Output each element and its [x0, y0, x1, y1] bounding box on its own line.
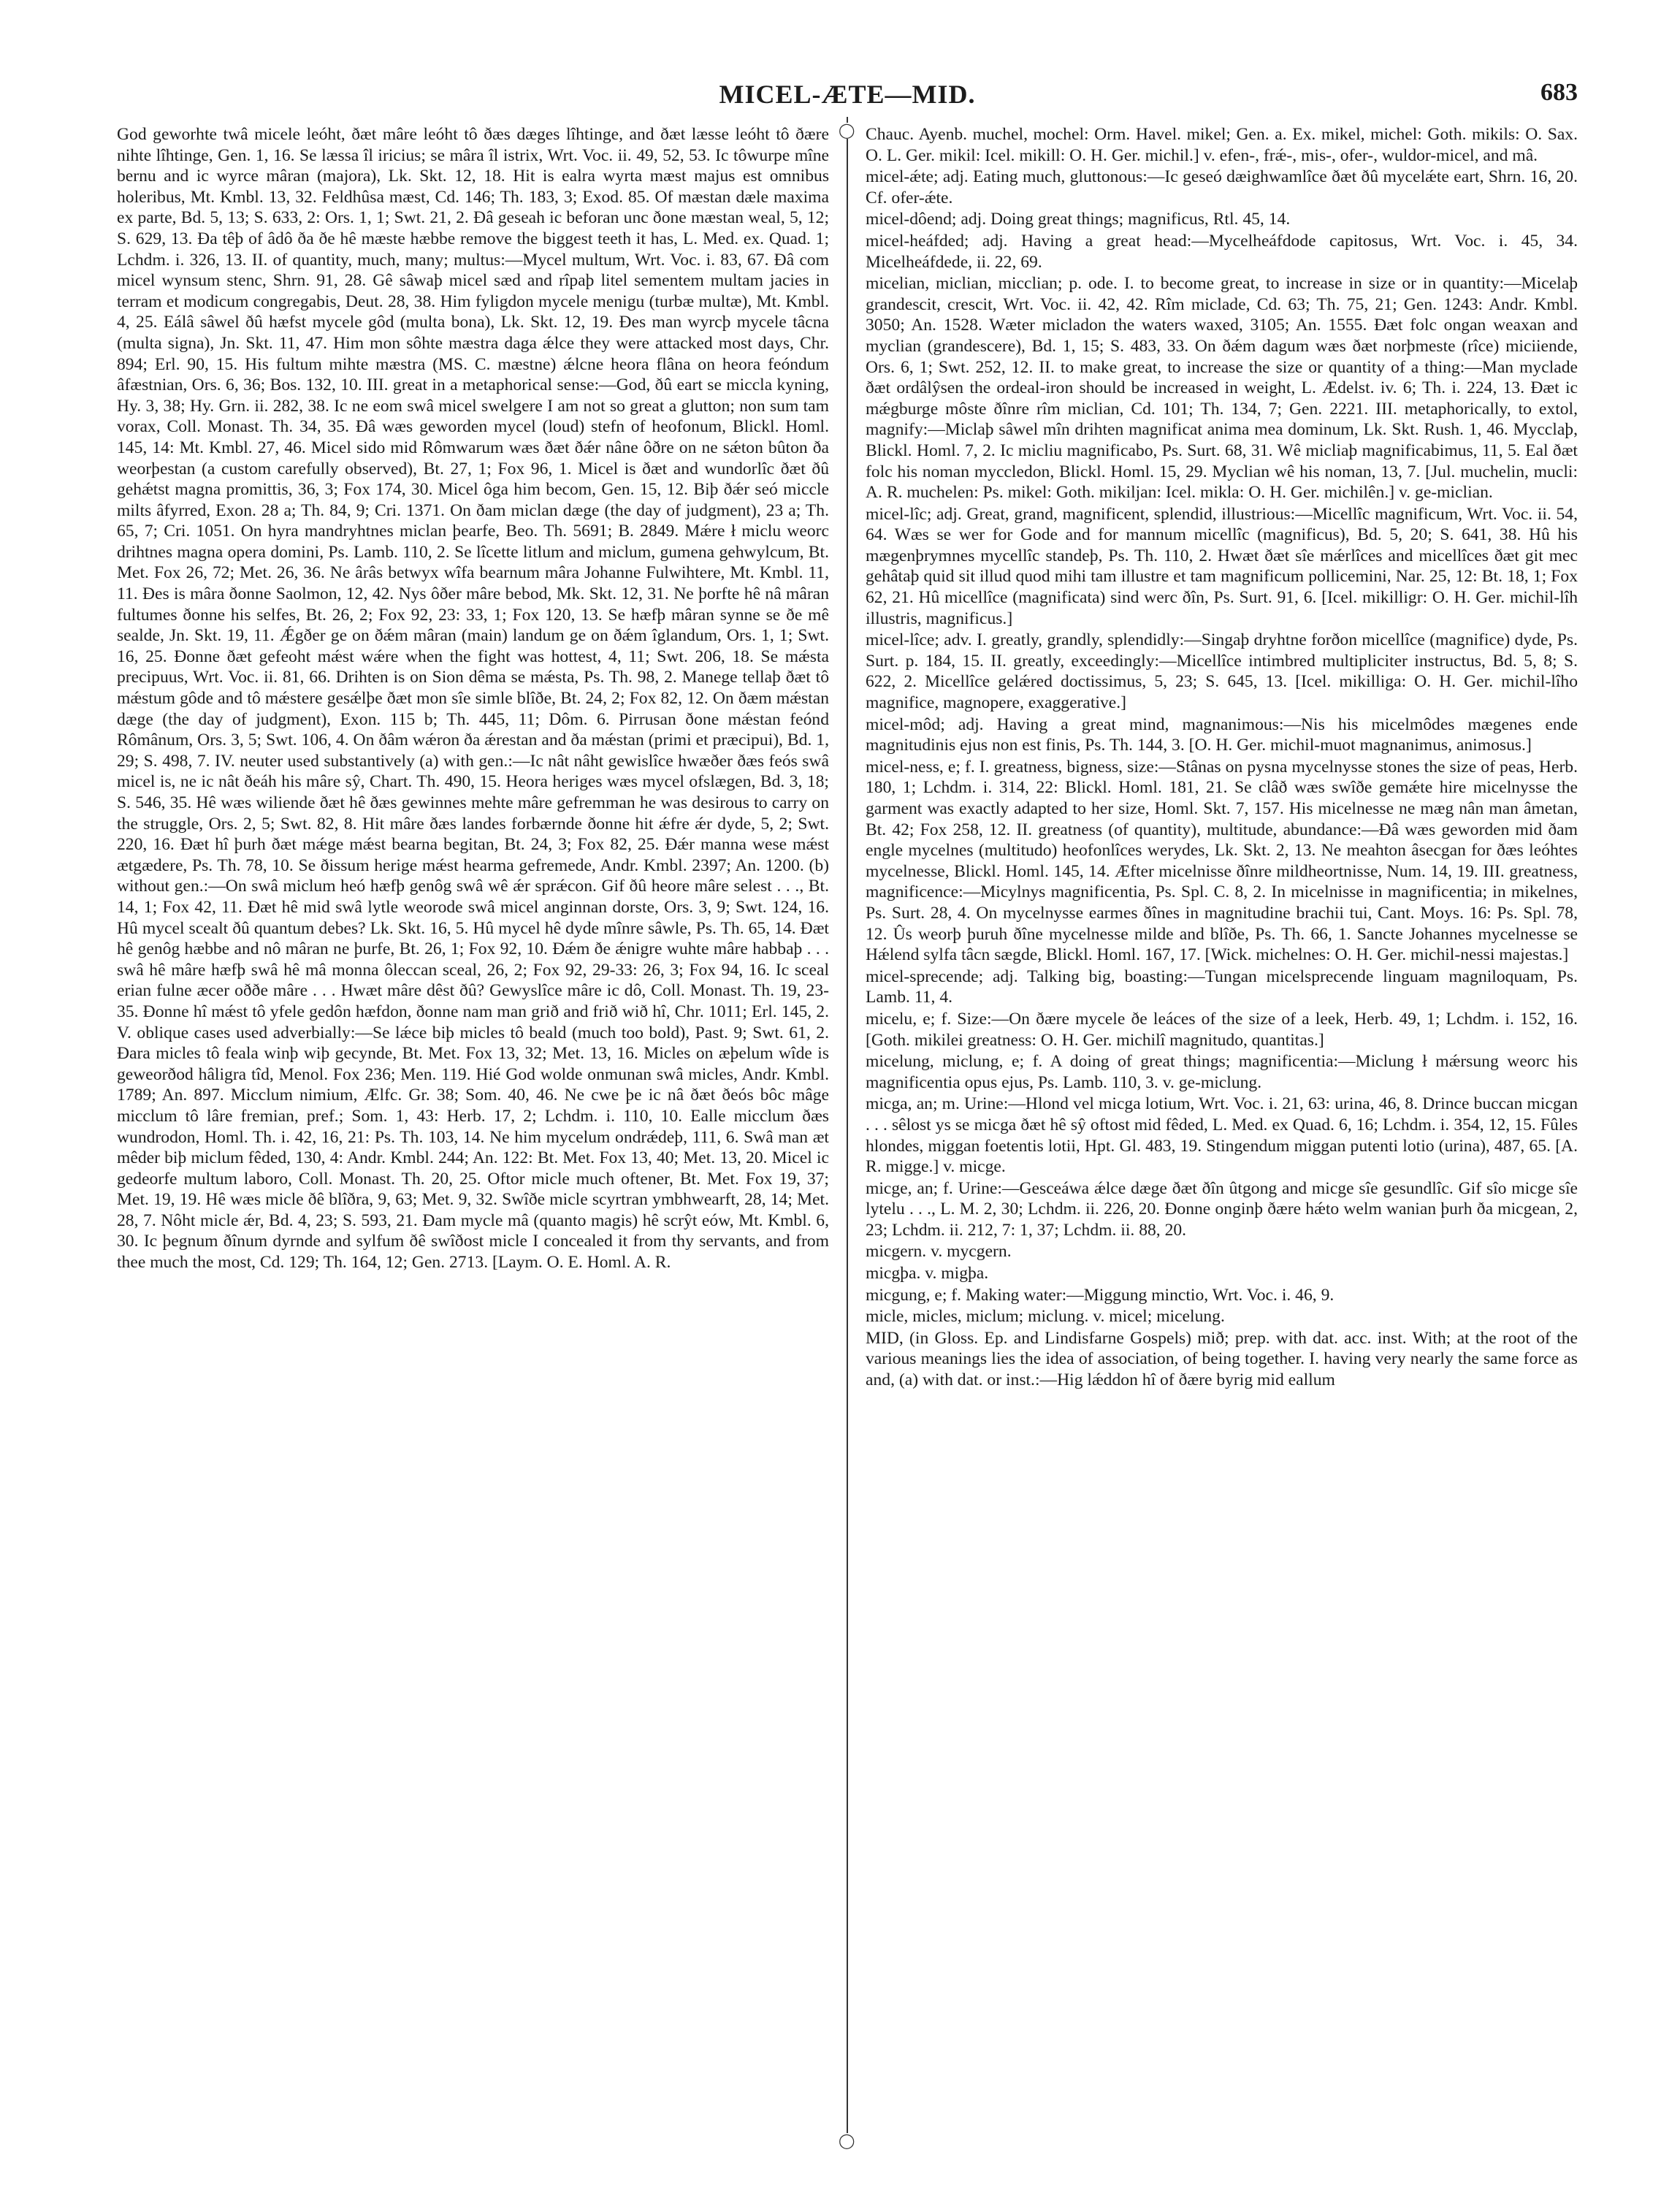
dictionary-entry: micle, micles, miclum; miclung. v. micel; micelung. — [866, 1307, 1225, 1327]
page-header — [117, 79, 1578, 123]
dictionary-entry: micge, an; f. Urine:—Gesceáwa ǽlce dæge ðæt ðîn ûtgong and micge sîe gesundlîc. Gif sîo micge sîe lytelu . . ., L. M. 2, 30; Lchdm. ii. 226, 20. Ðonne onginþ ðære hǽto welm wanian þurh ða micgean, 2, 23; Lchdm. ii. 212, 7: 1, 37; Lchdm. ii. 88, 20. — [866, 1178, 1578, 1240]
entry-continuation: Chauc. Ayenb. muchel, mochel: Orm. Havel. mikel; Gen. a. Ex. mikel, michel: Goth. mikils: O. Sax. O. L. Ger. mikil: Icel. mikill: O. H. Ger. michil.] v. efen-, frǽ-, mis-, ofer-, wuldor-micel, and mâ. — [866, 125, 1578, 165]
dictionary-entry: MID, (in Gloss. Ep. and Lindisfarne Gospels) mið; prep. with dat. acc. inst. With; at the root of the various meanings lies the idea of association, of being together. I. having very nearly the same force as and, (a) with dat. or inst.:—Hig lǽddon hî of ðære byrig mid eallum — [866, 1328, 1578, 1390]
ornament-icon: ◯ — [839, 2133, 855, 2149]
dictionary-entry: micel-heáfded; adj. Having a great head:—Mycelheáfdode capitosus, Wrt. Voc. i. 45, 34. Micelheáfdede, ii. 22, 69. — [866, 231, 1578, 272]
entry-continuation: God geworhte twâ micele leóht, ðæt mâre leóht tô ðæs dæges lîhtinge, and ðæt læsse leóht tô ðære nihte lîhtinge, Gen. 1, 16. Se læssa îl iricius; se mâra îl istrix, Wrt. Voc. ii. 49, 52, 53. Ic tôwurpe mîne bernu and ic wyrce mâran (majora), Lk. Skt. 12, 18. Hit is ealra wyrta mæst majus est omnibus holeribus, Mt. Kmbl. 13, 32. Feldhûsa mæst, Cd. 146; Th. 183, 3; Exod. 85. Of mæstan dæle maxima ex parte, Bd. 5, 13; S. 633, 2: Ors. 1, 1; Swt. 21, 2. Ðâ geseah ic beforan unc ðone mæstan weal, 5, 12; S. 629, 13. Ða têþ of âdô ða ðe hê mæste hæbbe remove the biggest teeth it has, L. Med. ex. Quad. 1; Lchdm. i. 326, 13. II. of quantity, much, many; multus:—Mycel multum, Wrt. Voc. i. 83, 67. Ðâ com micel wynsum stenc, Shrn. 91, 28. Gê sâwaþ micel sæd and rîpaþ litel sementem multam jacies in terram et modicum congregabis, Deut. 28, 38. Him fyligdon mycele menigu (turbæ multæ), Mt. Kmbl. 4, 25. Eálâ sâwel ðû hæfst mycele gôd (multa bona), Lk. Skt. 12, 19. Ðes man wyrcþ mycele tâcna (multa signa), Jn. Skt. 11, 47. Him mon sôhte mæstra daga ǽlce they were attacked most days, Chr. 894; Erl. 90, 15. His fultum mihte mæstra (MS. C. mæstne) ǽlcne heora flâna on heora feóndum âfæstnian, Ors. 6, 36; Bos. 132, 10. III. great in a metaphorical sense:—God, ðû eart se miccla kyning, Hy. 3, 38; Hy. Grn. ii. 282, 38. Ic ne eom swâ micel swelgere I am not so great a glutton; non sum tam vorax, Coll. Monast. Th. 34, 35. Ðâ wæs geworden mycel (loud) stefn of heofonum, Blickl. Homl. 145, 14: Mt. Kmbl. 27, 46. Micel sido mid Rômwarum wæs ðæt ðǽr nâne ôðre on ne sǽton bûton ða weorþestan (a custom carefully observed), Bt. 27, 1; Fox 96, 1. Micel is ðæt and wundorlîc ðæt ðû gehǽtst magna promittis, 36, 3; Fox 174, 30. Micel ôga him becom, Gen. 15, 12. Biþ ðǽr seó miccle milts âfyrred, Exon. 28 a; Th. 84, 9; Cri. 1371. On ðam miclan dæge (the day of judgment), 23 a; Th. 65, 7; Cri. 1051. On hyra mandryhtnes miclan þearfe, Beo. Th. 5691; B. 2849. Mǽre ł miclu weorc drihtnes magna opera domini, Ps. Lamb. 110, 2. Se lîcette litlum and miclum, gumena gehwylcum, Bt. Met. Fox 26, 72; Met. 26, 36. Ne ârâs betwyx wîfa bearnum mâra Johanne Fulwihtere, Mt. Kmbl. 11, 11. Ðes is mâra ðonne Saolmon, 12, 42. Nys ôðer mâre bebod, Mk. Skt. 12, 31. Ne þorfte hê nâ mâran fultumes ðonne his selfes, Bt. 26, 2; Fox 92, 23: 33, 1; Fox 120, 13. Se hæfþ mâran synne se ðe mê sealde, Jn. Skt. 19, 11. Ǽgðer ge on ðǽm mâran (main) landum ge on ðǽm îglandum, Ors. 1, 1; Swt. 16, 25. Ðonne ðæt gefeoht mǽst wǽre when the fight was hottest, 4, 11; Swt. 206, 18. Se mǽsta precipuus, Wrt. Voc. ii. 81, 66. Drihten is on Sion dêma se mǽsta, Ps. Th. 98, 2. Manege tellaþ ðæt tô mǽstum gôde and tô mǽstere gesǽlþe ðæt mon sîe simle blîðe, Bt. 24, 2; Fox 82, 12. On ðæm mǽstan dæge (the day of judgment), Exon. 115 b; Th. 445, 11; Dôm. 6. Pirrusan ðone mǽstan feónd Rômânum, Ors. 3, 5; Swt. 106, 4. On ðâm wǽron ða ǽrestan and ða mǽstan (primi et præcipui), Bd. 1, 29; S. 498, 7. IV. neuter used substantively (a) with gen.:—Ic nât nâht gewislîce hwæðer ðæs feós swâ micel is, ne ic nât ðeáh his mâre sŷ, Chart. Th. 490, 15. Heora heriges wæs mycel ofslægen, Bd. 3, 18; S. 546, 35. Hê wæs wiliende ðæt hê ðæs gewinnes mehte mâre gefremman he was desirous to carry on the struggle, Ors. 2, 5; Swt. 82, 8. Hit mâre ðæs landes forbærnde ðonne hit ǽfre ǽr dyde, 5, 2; Swt. 220, 16. Ðæt hî þurh ðæt mǽge mǽst bearna begitan, Bt. 24, 3; Fox 82, 25. Ðǽr manna wese mǽst ætgædere, Ps. Th. 78, 10. Se ðissum herige mǽst hearma gefremede, Andr. Kmbl. 2397; An. 1200. (b) without gen.:—On swâ miclum heó hæfþ genôg swâ wê ǽr sprǽcon. Gif ðû heore mâre selest . . ., Bt. 14, 1; Fox 42, 11. Ðæt hê mid swâ lytle weorode swâ micel anginnan dorste, Ors. 3, 9; Swt. 124, 16. Hû mycel scealt ðû quantum debes? Lk. Skt. 16, 5. Hû mycel hê dyde mînre sâwle, Ps. Th. 65, 14. Ðæt hê genôg hæbbe and nô mâran ne þurfe, Bt. 26, 1; Fox 92, 10. Ðǽm ðe ǽnigre wuhte mâre habbaþ . . . swâ hê mâre hæfþ swâ hê mâ monna ôleccan sceal, 26, 2; Fox 92, 29-33: 26, 3; Fox 94, 16. Ic sceal erian fulne æcer oððe mâre . . . Hwæt mâre dêst ðû? Gewyslîce mâre ic dô, Coll. Monast. Th. 19, 23-35. Ðonne hî mǽst tô yfele gedôn hæfdon, ðonne nam man grið and frið wið hî, Chr. 1011; Erl. 145, 2. V. oblique cases used adverbially:—Se lǽce biþ micles tô beald (much too bold), Past. 9; Swt. 61, 2. Ðara micles tô feala winþ wiþ gecynde, Bt. Met. Fox 13, 32; Met. 13, 16. Micles on æþelum wîde is geweorðod hâligra tîd, Menol. Fox 236; Men. 119. Hié God wolde onmunan swâ micles, Andr. Kmbl. 1789; An. 897. Micclum nimium, Ælfc. Gr. 38; Som. 40, 46. Ne cwe þe ic nâ ðæt ðeós bôc mâge micclum tô lâre fremian, pref.; Som. 1, 43: Herb. 17, 2; Lchdm. i. 110, 10. Ealle micclum ðæs wundrodon, Homl. Th. i. 42, 16, 21: Ps. Th. 103, 14. Ne him mycelum ondrǽdeþ, 111, 6. Swâ man æt mêder biþ miclum fêded, 130, 4: Andr. Kmbl. 244; An. 122: Bt. Met. Fox 13, 40; Met. 13, 20. Micel ic gedeorfe multum laboro, Coll. Monast. Th. 20, 25. Oftor micle much oftener, Bt. Met. Fox 19, 37; Met. 19, 19. Hê wæs micle ðê blîðra, 9, 63; Met. 9, 32. Swîðe micle scyrtran ymbhwearft, 28, 14; Met. 28, 7. Nôht micle ǽr, Bd. 4, 23; S. 593, 21. Ðam mycle mâ (quanto magis) hê scrŷt eów, Mt. Kmbl. 6, 30. Ic þegnum ðînum dyrnde and sylfum ðê swîðost micle I concealed it from thy servants, and from thee much the most, Cd. 129; Th. 164, 12; Gen. 2713. [Laym. O. E. Homl. A. R. — [117, 125, 829, 1273]
dictionary-entry: micel-lîc; adj. Great, grand, magnificent, splendid, illustrious:—Micellîc magnificum, Wrt. Voc. ii. 54, 64. Wæs se wer for Gode and for mannum micellîc (magnificus), Bd. 5, 20; S. 641, 38. Hû his mægenþrymnes mycellîc standeþ, Ps. Th. 110, 2. Hwæt ðæt sîe mǽrlîces and micellîces ðæt git mec gehâtaþ quid sit illud quod mihi tam illustre et tam magnificum pollicemini, Nar. 25, 12: Bt. 18, 1; Fox 62, 21. Hû micellîce (magnificata) sind werc ðîn, Ps. Surt. 91, 6. [Icel. mikilligr: O. H. Ger. michil-lîh illustris, magnificus.] — [866, 504, 1578, 628]
left-column — [117, 124, 829, 2148]
dictionary-entry: micgern. v. mycgern. — [866, 1242, 1012, 1262]
dictionary-entry: micel-ǽte; adj. Eating much, gluttonous:—Ic geseó dæighwamlîce ðæt ðû mycelǽte eart, Shrn. 16, 20. Cf. ofer-ǽte. — [866, 167, 1578, 207]
column-rule — [847, 117, 848, 2148]
ornament-icon: ◯ — [839, 123, 855, 139]
dictionary-entry: micel-dôend; adj. Doing great things; magnificus, Rtl. 45, 14. — [866, 210, 1291, 229]
dictionary-entry: micgung, e; f. Making water:—Miggung minctio, Wrt. Voc. i. 46, 9. — [866, 1285, 1335, 1305]
dictionary-entry: micga, an; m. Urine:—Hlond vel micga lotium, Wrt. Voc. i. 21, 63: urina, 46, 8. Drince buccan micgan . . . sêlost ys se micga ðæt hê sŷ oftost mid fêded, L. Med. ex Quad. 6, 16; Lchdm. i. 354, 12, 15. Fûles hlondes, miggan foetentis lotii, Hpt. Gl. 483, 19. Stingendum miggan putenti lotio (urina), 487, 65. [A. R. migge.] v. micge. — [866, 1094, 1578, 1177]
dictionary-entry: micel-ness, e; f. I. greatness, bigness, size:—Stânas on pysna mycelnysse stones the size of peas, Herb. 180, 1; Lchdm. i. 314, 22: Blickl. Homl. 181, 21. Se clâð wæs swîðe gemǽte hire micelnysse the garment was exactly adapted to her size, Homl. Skt. 7, 157. His micelnesse ne mæg nân man âmetan, Bt. 42; Fox 258, 12. II. greatness (of quantity), multitude, abundance:—Ðâ wæs geworden mid ðam engle mycelnes (multitudo) heofonlîces werydes, Lk. Skt. 2, 13. Ne meahton âsecgan for ðæs leóhtes mycelnesse, Blickl. Homl. 145, 14. Æfter micelnisse ðînre mildheortnisse, Num. 14, 19. III. greatness, magnificence:—Micylnys magnificentia, Ps. Spl. C. 8, 2. In micelnisse in magnificentia; in mikelnes, Ps. Surt. 28, 4. On mycelnysse earmes ðînes in magnitudine brachii tui, Cant. Moys. 16: Ps. Spl. 78, 12. Ûs weorþ þuruh ðîne mycelnesse milde and blîðe, Ps. Th. 66, 1. Sancte Johannes mycelnesse se Hǽlend sylfa tâcn sægde, Blickl. Homl. 167, 17. [Wick. michelnes: O. H. Ger. michil-nessi majestas.] — [866, 757, 1578, 965]
dictionary-entry: micgþa. v. migþa. — [866, 1264, 989, 1284]
dictionary-entry: micel-lîce; adv. I. greatly, grandly, splendidly:—Singaþ dryhtne forðon micellîce (magnifice) dyde, Ps. Surt. p. 184, 15. II. greatly, exceedingly:—Micellîce intimbred multipliciter instructus, Bd. 5, 8; S. 622, 2. Micellîce gelǽred doctissimus, 5, 23; S. 645, 13. [Icel. mikilliga: O. H. Ger. michil-lîho magnifice, magnopere, exaggerative.] — [866, 630, 1578, 713]
running-head: MICEL-ÆTE—MID. — [719, 80, 976, 109]
dictionary-entry: micelian, miclian, micclian; p. ode. I. to become great, to increase in size or in quantity:—Micelaþ grandescit, crescit, Wrt. Voc. ii. 42, 42. Rîm miclade, Cd. 63; Th. 75, 21; Gen. 1243: Andr. Kmbl. 3050; An. 1528. Wæter micladon the waters waxed, 3105; An. 1555. Ðæt folc ongan weaxan and myclian (grandescere), Bd. 1, 15; S. 483, 33. On ðǽm dagum wæs ðæt norþmeste (rîce) miciiende, Ors. 6, 1; Swt. 252, 12. II. to make great, to increase the size or quantity of a thing:—Man myclade ðæt ordâlŷsen the ordeal-iron should be increased in weight, L. Ædelst. iv. 6; Th. i. 224, 13. Ðæt ic mǽgburge môste ðînre rîm miclian, Cd. 101; Th. 134, 7; Gen. 2221. III. metaphorically, to extol, magnify:—Miclaþ sâwel mîn drihten magnificat anima mea dominum, Lk. Skt. Rush. 1, 46. Mycclaþ, Blickl. Homl. 7, 2. Ic micliu magnificabo, Ps. Surt. 68, 31. Wê micliaþ magnificabimus, 11, 5. Eal ðæt folc his noman myccledon, Blickl. Homl. 15, 29. Myclian wê his noman, 13, 7. [Jul. muchelin, mucli: A. R. muchelen: Ps. mikel: Goth. mikiljan: Icel. mikla: O. H. Ger. michilên.] v. ge-miclian. — [866, 274, 1578, 503]
dictionary-entry: micel-môd; adj. Having a great mind, magnanimous:—Nis his micelmôdes mægenes ende magnitudinis ejus non est finis, Ps. Th. 144, 3. [O. H. Ger. michil-muot magnanimus, animosus.] — [866, 714, 1578, 755]
dictionary-entry: micelung, miclung, e; f. A doing of great things; magnificentia:—Miclung ł mǽrsung weorc his magnificentia opus ejus, Ps. Lamb. 110, 3. v. ge-miclung. — [866, 1052, 1578, 1092]
dictionary-entry: micelu, e; f. Size:—On ðære mycele ðe leáces of the size of a leek, Herb. 49, 1; Lchdm. i. 152, 16. [Goth. mikilei greatness: O. H. Ger. michilî magnitudo, quantitas.] — [866, 1009, 1578, 1050]
dictionary-entry: micel-sprecende; adj. Talking big, boasting:—Tungan micelsprecende linguam magniloquam, Ps. Lamb. 11, 4. — [866, 966, 1578, 1007]
right-column — [866, 124, 1578, 2148]
page-number: 683 — [1540, 79, 1578, 106]
